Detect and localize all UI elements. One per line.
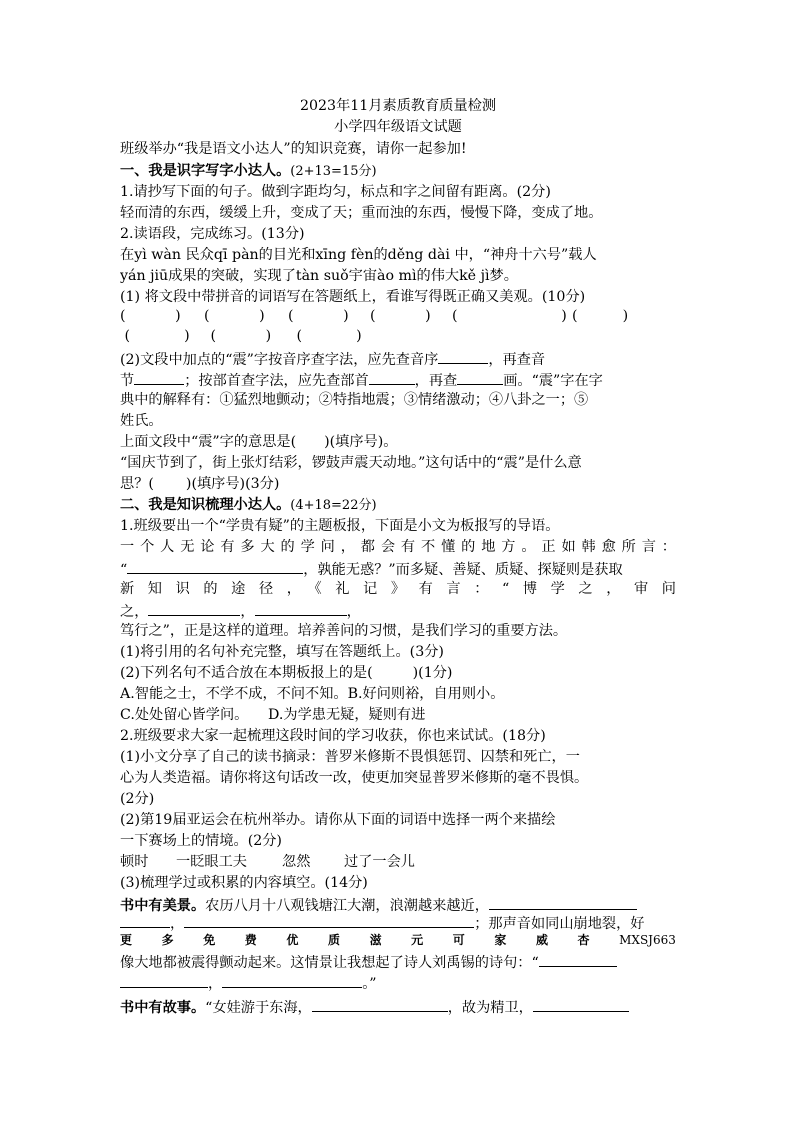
beauty-text: 。”: [362, 976, 377, 992]
s2-s22-line2: 一下赛场上的情境。(2分): [120, 833, 282, 849]
s2-lead-text: ，孰能无惑？”而多疑、善疑、质疑、探疑则是获取: [303, 562, 623, 578]
word-bank: [120, 852, 676, 872]
s1-sub2-text: 画。“震”字在字: [503, 373, 603, 389]
word-item: 一眨眼工夫: [176, 854, 247, 870]
watermark-char: 杏: [577, 933, 590, 947]
s2-option-ab: A.智能之士，不学不成，不问不知。B.好问则裕，自用则小。: [120, 686, 505, 702]
blank-line[interactable]: [222, 972, 362, 988]
s1-sub2-text: ；按部首查字法，应先查部首: [184, 373, 369, 389]
s1-sub2-text: )(填序号)(3分): [185, 476, 280, 492]
blank-line[interactable]: [369, 369, 415, 385]
answer-bracket[interactable]: ( ): [296, 328, 362, 344]
exam-subtitle: 小学四年级语文试题: [334, 119, 462, 135]
s2-q1: 1.班级要出一个“学贵有疑”的主题板报，下面是小文为板报写的导语。: [120, 518, 560, 534]
beauty-text: 农历八月十八观钱塘江大潮，浪潮越来越近，: [205, 898, 489, 914]
s1-sub2-line2: [120, 369, 676, 391]
story-text: ，故为精卫，: [447, 1000, 533, 1016]
beauty-line3: [120, 951, 676, 973]
s2-sub2-text: (2)下列名句不适合放在本期板报上的是(: [120, 665, 373, 681]
blank-line[interactable]: [148, 600, 240, 616]
story-text: “女娃游于东海，: [205, 1000, 312, 1016]
watermark-char: 免: [203, 933, 216, 947]
s2-lead5: 笃行之”，正是这样的道理。培养善问的习惯，是我们学习的重要方法。: [120, 623, 568, 639]
answer-bracket[interactable]: ( ): [124, 328, 190, 344]
s2-lead-text: “: [120, 562, 128, 578]
s2-option-cd: [120, 705, 676, 725]
option-d: D.为学患无疑，疑则有进: [268, 707, 426, 723]
answer-bracket[interactable]: ( ): [120, 308, 181, 324]
beauty-text: ，: [208, 976, 223, 992]
answer-bracket[interactable]: ( ): [288, 308, 349, 324]
answer-bracket[interactable]: ( ): [572, 308, 629, 324]
section2-title: 二、我是知识梳理小达人。: [120, 497, 291, 513]
s2-sub2-text: )(1分): [412, 665, 453, 681]
s2-lead-text: ，: [346, 604, 361, 620]
watermark-char: 更: [120, 933, 133, 947]
watermark-char: 元: [411, 933, 424, 947]
intro-text: 班级举办“我是语文小达人”的知识竞赛，请你一起参加!: [120, 141, 467, 157]
answer-bracket[interactable]: ( ): [370, 308, 431, 324]
blank-line[interactable]: [539, 951, 617, 967]
s2-lead-text: ，: [240, 604, 255, 620]
watermark-char: 滋: [369, 933, 382, 947]
s1-q1: 1.请抄写下面的句子。做到字距均匀，标点和字之间留有距离。(2分): [120, 184, 551, 200]
s2-s22-line1: (2)第19届亚运会在杭州举办。请你从下面的词语中选择一两个来描绘: [120, 812, 556, 828]
blank-line[interactable]: [533, 996, 629, 1012]
answer-bracket[interactable]: ( ): [204, 308, 265, 324]
s2-lead1: 一个人无论有多大的学问，都会有不懂的地方。正如韩愈所言：: [120, 539, 676, 555]
beauty-text: ，: [170, 916, 185, 932]
s1-sub2-text: ，再查: [414, 373, 458, 389]
s1-sub2-text: )(填序号)。: [324, 434, 398, 450]
beauty-label: 书中有美景。: [120, 898, 206, 914]
s2-lead-text: 之，: [120, 604, 149, 620]
watermark-char: 家: [494, 933, 507, 947]
pinyin-answer-row-1: [120, 306, 676, 326]
word-item: 过了一会儿: [344, 854, 415, 870]
beauty-text: 像大地都被震得颤动起来。这情景让我想起了诗人刘禹锡的诗句：“: [120, 955, 539, 971]
s1-sub2-line3: 典中的解释有：①猛烈地颤动；②特指地震；③情绪激动；④八卦之一；⑤: [120, 392, 589, 408]
answer-bracket[interactable]: ( ): [210, 328, 272, 344]
pinyin-answer-row-2: [120, 326, 676, 346]
s1-sub2-text: 上面文段中“震”字的意思是(: [120, 434, 297, 450]
blank-line[interactable]: [489, 894, 637, 910]
blank-line[interactable]: [120, 912, 170, 928]
s1-sub2-line4: 姓氏。: [120, 413, 163, 429]
s1-sub2-line1: [120, 348, 676, 370]
beauty-text: ；那声音如同山崩地裂，好: [474, 916, 645, 932]
watermark-code: MXSJ663: [619, 933, 676, 947]
blank-line[interactable]: [438, 348, 488, 364]
watermark-char: 多: [161, 933, 174, 947]
watermark-char: 质: [327, 933, 340, 947]
s2-lead2: [120, 558, 676, 580]
s2-s21-line3: (2分): [120, 791, 155, 807]
watermark-char: 可: [452, 933, 465, 947]
s1-sub1: (1) 将文段中带拼音的词语写在答题纸上，看谁写得既正确又美观。(10分): [120, 289, 586, 305]
s2-sub2: [120, 663, 676, 683]
section2-heading: [120, 495, 676, 516]
s2-q2: 2.班级要求大家一起梳理这段时间的学习收获，你也来试试。(18分): [120, 728, 546, 744]
s1-passage-line1: 在yì wàn 民众qī pàn的目光和xīng fèn的děng dài 中，“神舟十六号”载人: [120, 247, 597, 263]
s2-s21-line2: 心为人类造福。请你将这句话改一改，使更加突显普罗米修斯的毫不畏惧。: [120, 770, 589, 786]
watermark-char: 威: [535, 933, 548, 947]
s1-sub2-line6: “国庆节到了，街上张灯结彩，锣鼓声震天动地。”这句话中的“震”是什么意: [120, 455, 582, 471]
blank-line[interactable]: [457, 369, 503, 385]
s1-q1-text: 轻而清的东西，缓缓上升，变成了天；重而浊的东西，慢慢下降，变成了地。: [120, 205, 603, 221]
word-item: 忽然: [282, 854, 311, 870]
story-line1: [120, 996, 676, 1018]
section1-title: 一、我是识字写字小达人。: [120, 163, 291, 179]
s1-sub2-text: 节: [120, 373, 135, 389]
s1-passage-line2: yán jiū成果的突破，实现了tàn suǒ宇宙ào mì的伟大kě jì梦。: [120, 268, 518, 284]
s1-sub2-text: 思？(: [120, 476, 154, 492]
s2-s23: (3)梳理学过或积累的内容填空。(14分): [120, 875, 368, 891]
section1-score: (2+13=15分): [290, 164, 377, 179]
s1-sub2-line5: [120, 432, 676, 452]
watermark-line: [120, 930, 676, 950]
blank-line[interactable]: [127, 558, 303, 574]
word-item: 顿时: [120, 854, 149, 870]
story-label: 书中有故事。: [120, 1000, 206, 1016]
s2-sub1: (1)将引用的名句补充完整，填写在答题纸上。(3分): [120, 644, 444, 660]
s2-lead3: 新知识的途径，《礼记》有言：“博学之，审问: [120, 581, 676, 597]
blank-line[interactable]: [134, 369, 184, 385]
blank-line[interactable]: [184, 912, 474, 928]
s1-sub2-text: ，再查音: [488, 352, 546, 368]
option-c: C.处处留心皆学问。: [120, 707, 249, 723]
answer-bracket[interactable]: ( ): [452, 308, 567, 324]
s1-sub2-text: (2)文段中加点的“震”字按音序查字法，应先查音序: [120, 352, 439, 368]
blank-line[interactable]: [255, 600, 347, 616]
beauty-line4: [120, 972, 676, 994]
s2-s21-line1: (1)小文分享了自己的读书摘录：普罗米修斯不畏惧惩罚、囚禁和死亡，一: [120, 749, 580, 765]
watermark-char: 费: [244, 933, 257, 947]
exam-title: 2023年11月素质教育质量检测: [299, 98, 497, 114]
blank-line[interactable]: [312, 996, 448, 1012]
s1-sub2-line7: [120, 474, 676, 494]
watermark-char: 优: [286, 933, 299, 947]
section2-score: (4+18=22分): [290, 498, 377, 513]
section1-heading: [120, 161, 676, 182]
s2-lead4: [120, 600, 676, 622]
s1-q2: 2.读语段，完成练习。(13分): [120, 226, 305, 242]
blank-line[interactable]: [120, 972, 208, 988]
